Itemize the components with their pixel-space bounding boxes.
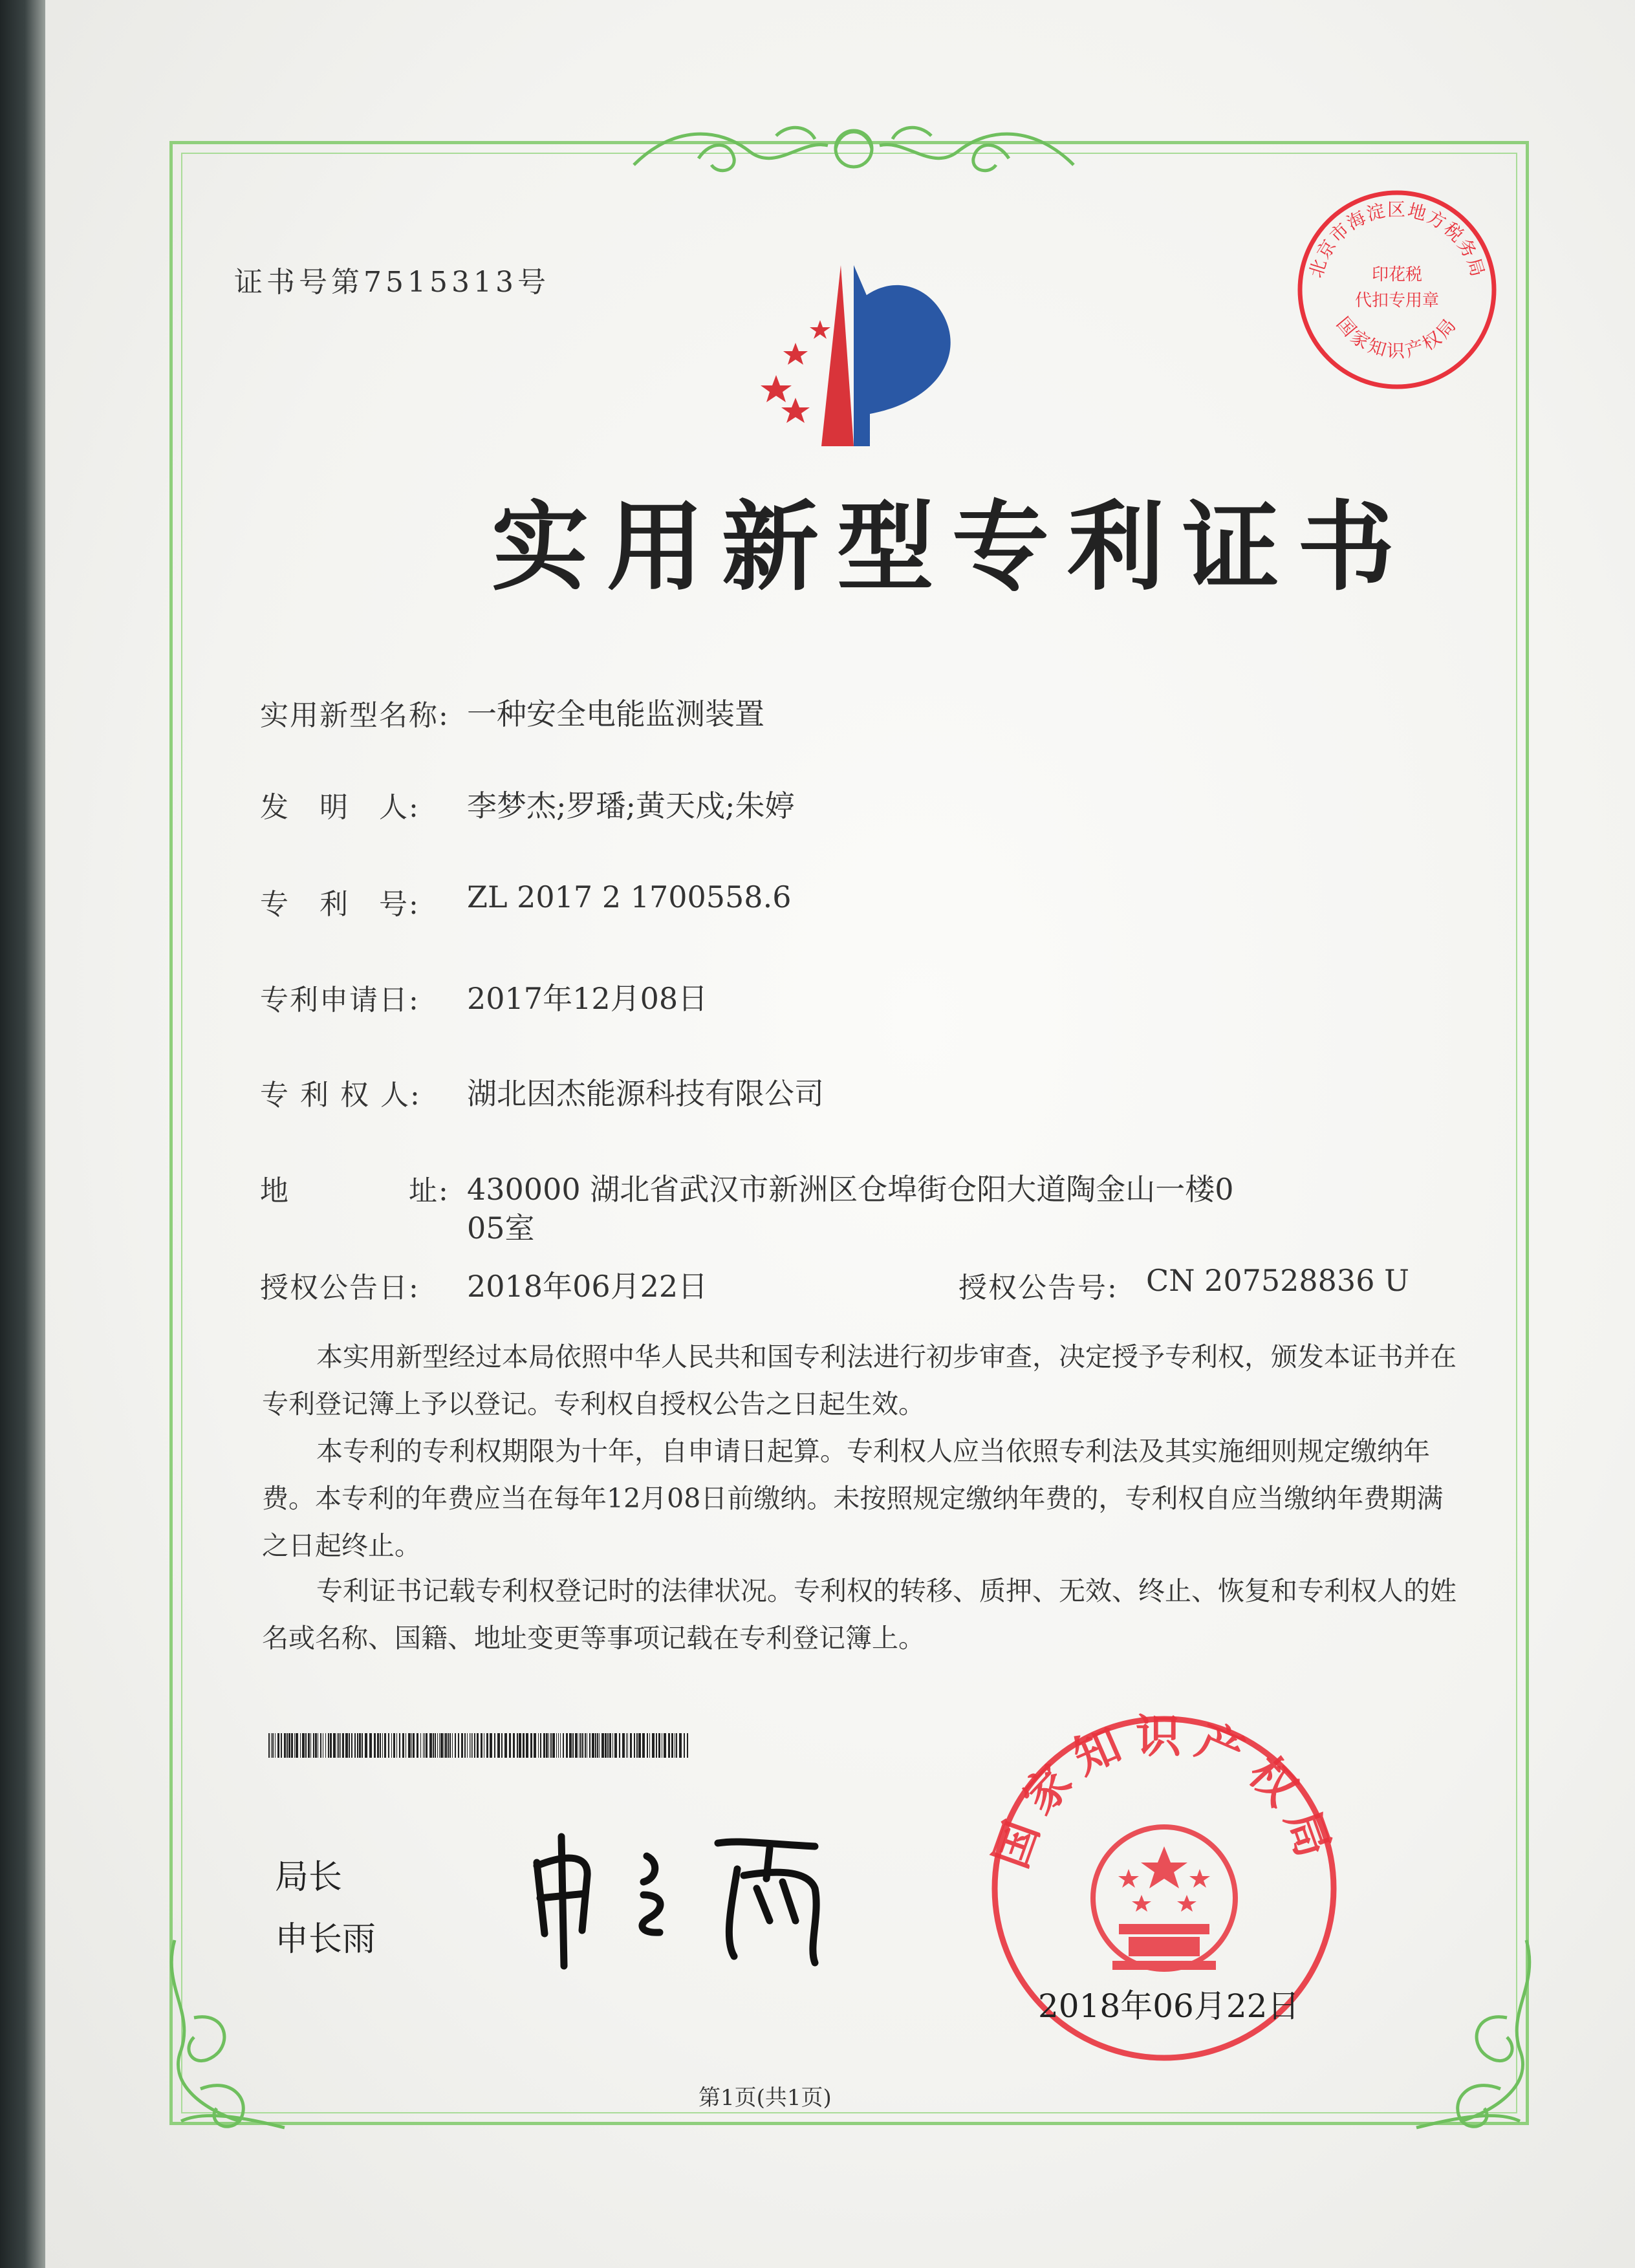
certificate-number: 证书号第7515313号	[234, 266, 550, 299]
grant-number-value: CN 207528836 U	[1146, 1263, 1409, 1298]
page-indicator: 第1页(共1页)	[698, 2085, 832, 2111]
inventor-label: 发 明 人:	[260, 791, 420, 824]
tax-stamp-inner-text-1: 印花税	[1371, 265, 1423, 285]
patentee-value: 湖北因杰能源科技有限公司	[467, 1076, 824, 1111]
grant-number-label: 授权公告号:	[958, 1271, 1118, 1304]
filing-date-label: 专利申请日:	[260, 984, 420, 1017]
patent-office-logo	[724, 252, 983, 446]
address-label-start: 地	[260, 1174, 290, 1207]
bottom-right-corner-ornament	[1403, 1927, 1546, 2141]
body-paragraph-3: 专利证书记载专利权登记时的法律状况。专利权的转移、质押、无效、终止、恢复和专利权人的姓名或名称、国籍、地址变更等事项记载在专利登记簿上。	[262, 1575, 1456, 1654]
national-emblem-icon	[1093, 1827, 1235, 1970]
body-paragraph-1: 本实用新型经过本局依照中华人民共和国专利法进行初步审查，决定授予专利权，颁发本证书并在专利登记簿上予以登记。专利权自授权公告之日起生效。	[262, 1341, 1456, 1420]
patent-number-label: 专 利 号:	[260, 888, 420, 921]
director-name: 申长雨	[275, 1920, 376, 1959]
svg-text:国家知识产权局	[1332, 313, 1462, 362]
seal-text: 国家知识产权局	[984, 1709, 1345, 1875]
patent-number-value: ZL 2017 2 1700558.6	[467, 880, 792, 914]
director-title: 局长	[275, 1858, 343, 1897]
tax-stamp	[1287, 180, 1507, 400]
filing-date-value: 2017年12月08日	[467, 981, 708, 1016]
barcode	[268, 1733, 689, 1758]
director-signature	[511, 1817, 873, 1979]
address-label-end: 址:	[409, 1174, 449, 1207]
binding-strip	[0, 0, 45, 2268]
grant-date-value: 2018年06月22日	[467, 1269, 708, 1304]
utility-model-name-label: 实用新型名称:	[260, 699, 449, 732]
utility-model-name-value: 一种安全电能监测装置	[467, 697, 764, 731]
top-border-ornament	[621, 113, 1087, 184]
address-value-line-1: 430000 湖北省武汉市新洲区仓埠街仓阳大道陶金山一楼0	[467, 1172, 1234, 1207]
inventor-value: 李梦杰;罗璠;黄天戍;朱婷	[467, 788, 795, 823]
tax-stamp-inner-text-2: 代扣专用章	[1354, 291, 1440, 310]
body-paragraph-2: 本专利的专利权期限为十年，自申请日起算。专利权人应当依照专利法及其实施细则规定缴纳年费。本专利的年费应当在每年12月08日前缴纳。未按照规定缴纳年费的，专利权自应当缴纳年费期满之日起终止。	[262, 1436, 1444, 1561]
tax-stamp-outer-text: 北京市海淀区地方税务局	[1305, 199, 1489, 281]
seal-date: 2018年06月22日	[1038, 1987, 1300, 2025]
certificate-title: 实用新型专利证书	[492, 490, 1413, 604]
tax-stamp-bottom-text: 国家知识产权局	[1332, 312, 1462, 362]
address-value-line-2: 05室	[467, 1211, 535, 1246]
grant-date-label: 授权公告日:	[260, 1271, 420, 1304]
patentee-label: 专 利 权 人:	[260, 1079, 421, 1112]
